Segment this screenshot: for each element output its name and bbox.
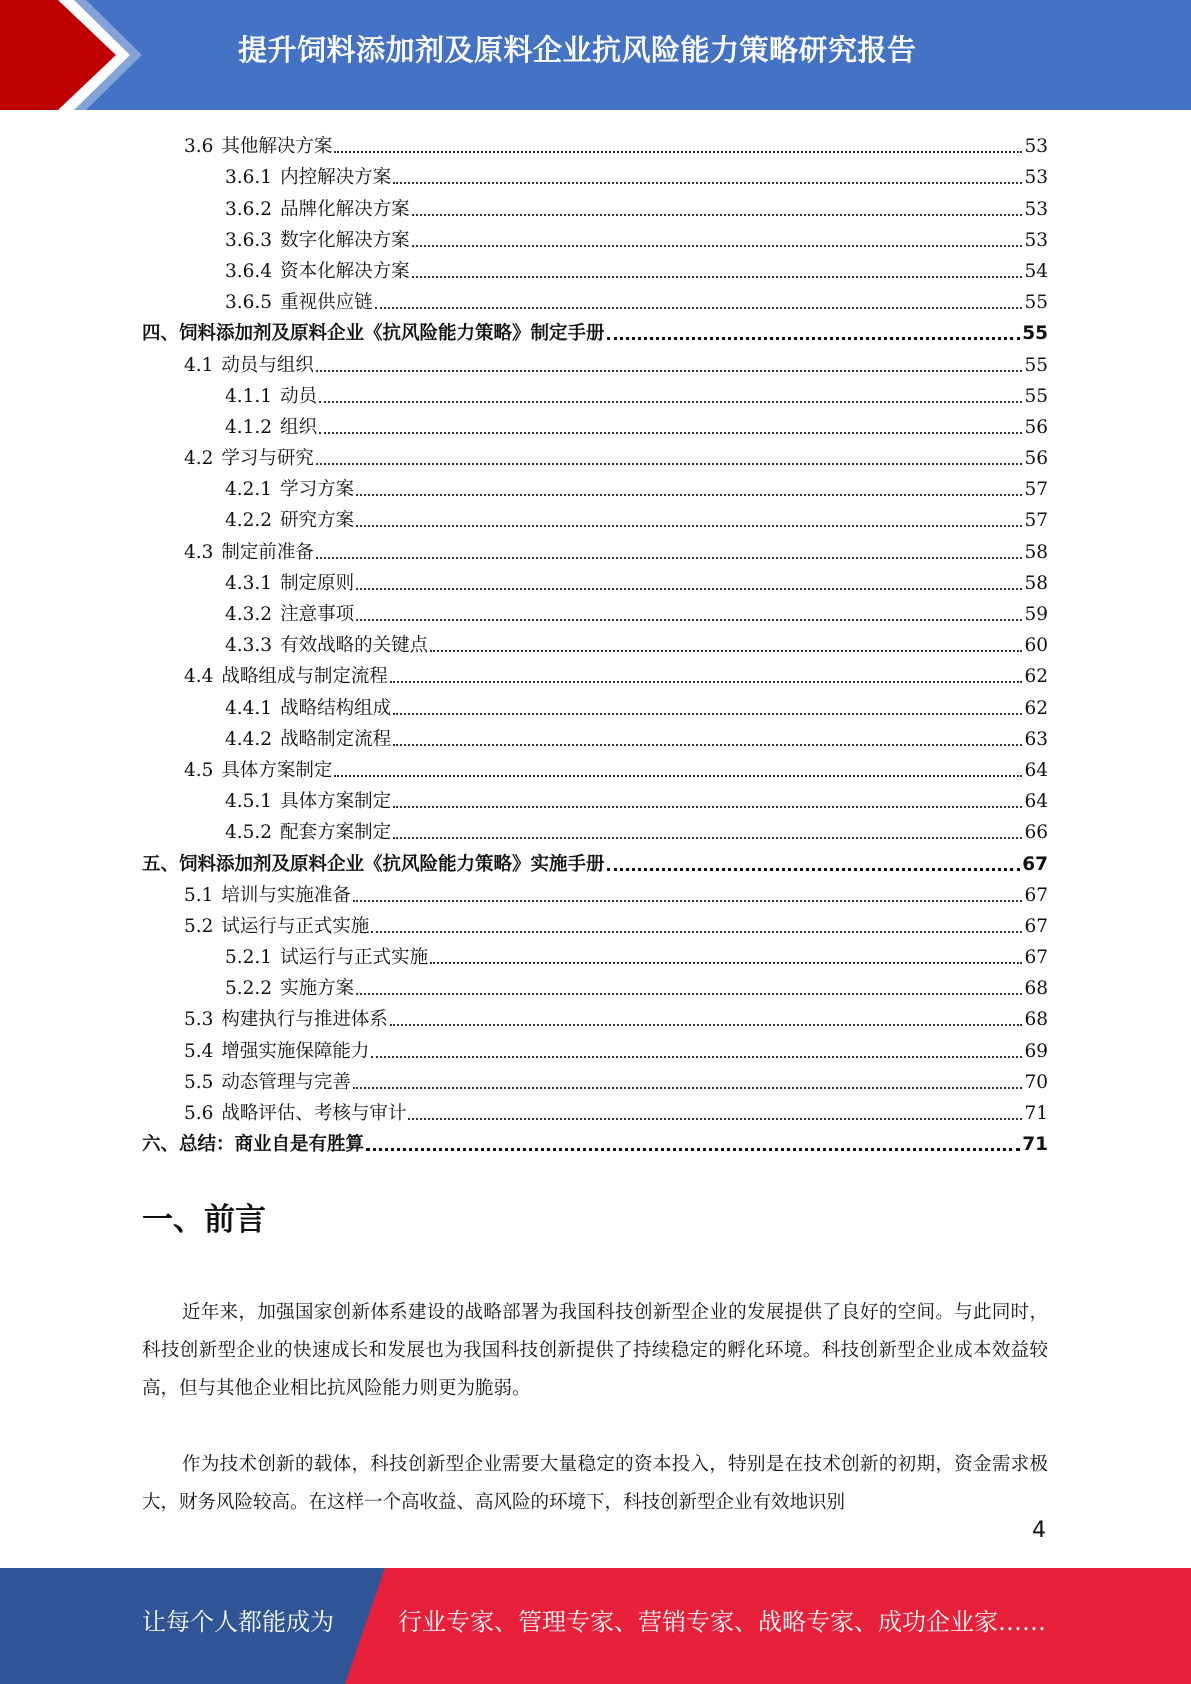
toc-entry-number: 3.6 [184,136,214,158]
toc-entry[interactable] [142,502,1048,533]
toc-dot-leader [393,837,1022,839]
toc-entry-title: 制定原则 [280,572,355,594]
toc-dot-leader [412,276,1023,278]
toc-entry[interactable] [142,721,1048,752]
toc-entry-number: 4.3.2 [225,604,273,625]
toc-entry-number: 4.5 [184,759,214,781]
toc-entry[interactable] [142,845,1048,876]
toc-entry-page: 67 [1024,884,1048,906]
toc-entry-title: 四、饲料添加剂及原料企业《抗风险能力策略》制定手册 [142,323,605,345]
toc-dot-leader [356,993,1022,995]
toc-entry-title: 研究方案 [280,510,355,532]
toc-dot-leader [390,1024,1023,1026]
toc-entry-number: 4.4 [184,666,214,688]
toc-entry[interactable] [142,128,1048,159]
toc-dot-leader [334,151,1022,153]
toc-entry-number: 4.3.3 [225,635,273,657]
toc-entry-title: 五、饲料添加剂及原料企业《抗风险能力策略》实施手册 [142,853,605,875]
toc-entry-page: 57 [1024,510,1048,532]
toc-dot-leader [316,463,1023,465]
toc-entry[interactable] [142,908,1048,939]
toc-entry[interactable] [142,1032,1048,1063]
toc-dot-leader [430,650,1022,652]
toc-entry-title: 注意事项 [280,604,355,625]
toc-entry-page: 64 [1024,759,1048,781]
toc-entry-page: 62 [1024,666,1048,688]
toc-entry-title: 构建执行与推进体系 [221,1009,388,1031]
toc-entry-number: 5.6 [184,1103,214,1124]
toc-entry[interactable] [142,222,1048,253]
toc-entry-page: 68 [1024,1009,1048,1031]
toc-entry-title: 战略结构组成 [280,697,392,719]
page-number: 4 [1032,1518,1046,1543]
toc-entry-page: 57 [1024,479,1048,501]
toc-entry-page: 70 [1024,1071,1048,1093]
toc-entry-number: 5.1 [184,884,214,906]
toc-entry-number: 5.4 [184,1040,214,1062]
toc-entry-title: 战略组成与制定流程 [221,666,388,688]
toc-dot-leader [390,681,1023,683]
toc-dot-leader [356,494,1022,496]
toc-entry-page: 62 [1024,697,1048,719]
toc-entry[interactable] [142,1126,1048,1157]
toc-entry-number: 3.6.1 [225,167,273,189]
toc-entry-number: 4.4.2 [225,728,273,750]
toc-entry-number: 4.1 [184,354,214,376]
toc-entry-page: 53 [1024,167,1048,189]
toc-dot-leader [393,713,1022,715]
toc-dot-leader [356,525,1022,527]
toc-entry-page: 58 [1024,541,1048,563]
toc-dot-leader [371,1056,1022,1058]
toc-dot-leader [316,557,1023,559]
toc-entry-number: 4.2 [184,448,214,470]
toc-dot-leader [356,619,1022,621]
toc-entry-page: 53 [1024,198,1048,220]
page-header [0,0,1191,110]
toc-entry-number: 4.3.1 [225,572,273,594]
toc-entry-title: 战略评估、考核与审计 [221,1103,407,1124]
toc-entry-page: 55 [1022,323,1048,345]
toc-entry-page: 67 [1022,853,1048,875]
toc-entry-title: 学习与研究 [221,448,314,470]
toc-entry-page: 66 [1024,822,1048,844]
toc-dot-leader [334,775,1022,777]
toc-entry-number: 3.6.4 [225,260,273,282]
toc-entry[interactable] [142,752,1048,783]
toc-dot-leader [412,214,1023,216]
toc-entry-page: 67 [1024,947,1048,969]
toc-entry-number: 4.5.1 [225,791,273,813]
toc-entry[interactable] [142,533,1048,564]
toc-entry-page: 60 [1024,635,1048,657]
toc-entry[interactable] [142,814,1048,845]
toc-entry[interactable] [142,471,1048,502]
toc-entry-page: 53 [1024,136,1048,158]
toc-dot-leader [371,931,1022,933]
toc-entry[interactable] [142,1064,1048,1095]
toc-entry[interactable] [142,877,1048,908]
toc-entry-number: 4.1.2 [225,416,273,438]
toc-entry[interactable] [142,1001,1048,1032]
toc-entry-title: 动态管理与完善 [221,1071,351,1093]
footer-slogan-right: 行业专家、管理专家、营销专家、战略专家、成功企业家…… [398,1608,1046,1636]
toc-entry-number: 5.2.2 [225,978,273,1000]
toc-dot-leader [375,307,1023,309]
table-of-contents [142,128,1048,1157]
toc-entry[interactable] [142,378,1048,409]
toc-entry-title: 资本化解决方案 [280,260,410,282]
toc-dot-leader [408,1118,1022,1120]
toc-entry-title: 实施方案 [280,978,355,1000]
toc-entry-page: 68 [1024,978,1048,1000]
toc-entry-title: 配套方案制定 [280,822,392,844]
toc-entry-page: 59 [1024,604,1048,625]
body-paragraph-2: 作为技术创新的载体，科技创新型企业需要大量稳定的资本投入，特别是在技术创新的初期，资金需求极大，财务风险较高。在这样一个高收益、高风险的环境下，科技创新型企业有效地识别 [142,1454,1048,1513]
toc-entry-title: 动员与组织 [221,354,314,376]
toc-entry-page: 56 [1024,448,1048,470]
toc-entry-title: 六、总结：商业自是有胜算 [142,1134,365,1156]
toc-entry-number: 4.4.1 [225,697,273,719]
toc-entry-page: 54 [1024,260,1048,282]
toc-entry-title: 品牌化解决方案 [280,198,410,220]
toc-entry[interactable] [142,970,1048,1001]
toc-entry[interactable] [142,190,1048,221]
toc-entry-title: 试运行与正式实施 [221,915,370,937]
toc-entry-title: 培训与实施准备 [221,884,351,906]
toc-entry-title: 重视供应链 [280,292,373,314]
footer-slogan-left: 让每个人都能成为 [142,1608,334,1636]
toc-entry[interactable] [142,596,1048,627]
toc-entry-title: 其他解决方案 [221,136,333,158]
toc-entry-page: 56 [1024,416,1048,438]
toc-entry-title: 具体方案制定 [280,791,392,813]
toc-entry-number: 5.3 [184,1009,214,1031]
toc-entry-title: 试运行与正式实施 [280,947,429,969]
toc-entry[interactable] [142,409,1048,440]
toc-dot-leader [353,900,1023,902]
toc-entry-page: 55 [1024,354,1048,376]
toc-entry-number: 4.1.1 [225,385,273,407]
toc-dot-leader [366,1148,1020,1151]
toc-entry-page: 55 [1024,292,1048,314]
toc-dot-leader [607,337,1021,340]
toc-entry-title: 制定前准备 [221,541,314,563]
toc-entry-title: 学习方案 [280,479,355,501]
toc-entry-number: 5.2 [184,915,214,937]
section-heading: 一、前言 [142,1202,266,1238]
toc-entry-number: 4.2.1 [225,479,273,501]
toc-entry-page: 71 [1024,1103,1048,1124]
toc-dot-leader [430,962,1022,964]
toc-dot-leader [353,1087,1023,1089]
toc-dot-leader [393,806,1022,808]
toc-dot-leader [607,868,1021,871]
toc-entry[interactable] [142,346,1048,377]
toc-entry[interactable] [142,939,1048,970]
toc-entry[interactable] [142,689,1048,720]
toc-entry[interactable] [142,440,1048,471]
toc-entry-number: 4.5.2 [225,822,273,844]
toc-dot-leader [319,432,1022,434]
toc-dot-leader [319,401,1022,403]
toc-entry-page: 64 [1024,791,1048,813]
toc-entry-number: 5.5 [184,1071,214,1093]
toc-dot-leader [393,744,1022,746]
toc-entry-number: 5.2.1 [225,947,273,969]
toc-entry-number: 4.2.2 [225,510,273,532]
toc-entry-title: 战略制定流程 [280,728,392,750]
toc-entry-title: 增强实施保障能力 [221,1040,370,1062]
toc-entry-title: 内控解决方案 [280,167,392,189]
toc-entry-title: 有效战略的关键点 [280,635,429,657]
report-title: 提升饲料添加剂及原料企业抗风险能力策略研究报告 [238,33,917,67]
toc-entry-title: 动员 [280,385,318,407]
toc-dot-leader [412,245,1023,247]
toc-entry-page: 67 [1024,915,1048,937]
page-footer [0,1568,1191,1684]
toc-entry-page: 63 [1024,728,1048,750]
toc-entry[interactable] [142,1095,1048,1126]
toc-dot-leader [316,370,1023,372]
toc-entry-page: 58 [1024,572,1048,594]
toc-entry-page: 71 [1022,1134,1048,1156]
toc-dot-leader [356,588,1022,590]
toc-entry-page: 53 [1024,229,1048,251]
body-paragraph-1: 近年来，加强国家创新体系建设的战略部署为我国科技创新型企业的发展提供了良好的空间。与此同时，科技创新型企业的快速成长和发展也为我国科技创新提供了持续稳定的孵化环境。科技创新型企业成本效益较高，但与其他企业相比抗风险能力则更为脆弱。 [142,1302,1048,1399]
toc-entry-title: 数字化解决方案 [280,229,410,251]
toc-entry-page: 69 [1024,1040,1048,1062]
toc-entry-title: 组织 [280,416,318,438]
toc-entry-number: 3.6.5 [225,292,273,314]
toc-dot-leader [393,182,1022,184]
toc-entry[interactable] [142,658,1048,689]
toc-entry-page: 55 [1024,385,1048,407]
toc-entry[interactable] [142,253,1048,284]
toc-entry[interactable] [142,783,1048,814]
toc-entry-number: 4.3 [184,541,214,563]
toc-entry-number: 3.6.2 [225,198,273,220]
toc-entry[interactable] [142,627,1048,658]
toc-entry-title: 具体方案制定 [221,759,333,781]
toc-entry[interactable] [142,159,1048,190]
toc-entry[interactable] [142,565,1048,596]
toc-entry[interactable] [142,315,1048,346]
toc-entry[interactable] [142,284,1048,315]
toc-entry-number: 3.6.3 [225,229,273,251]
